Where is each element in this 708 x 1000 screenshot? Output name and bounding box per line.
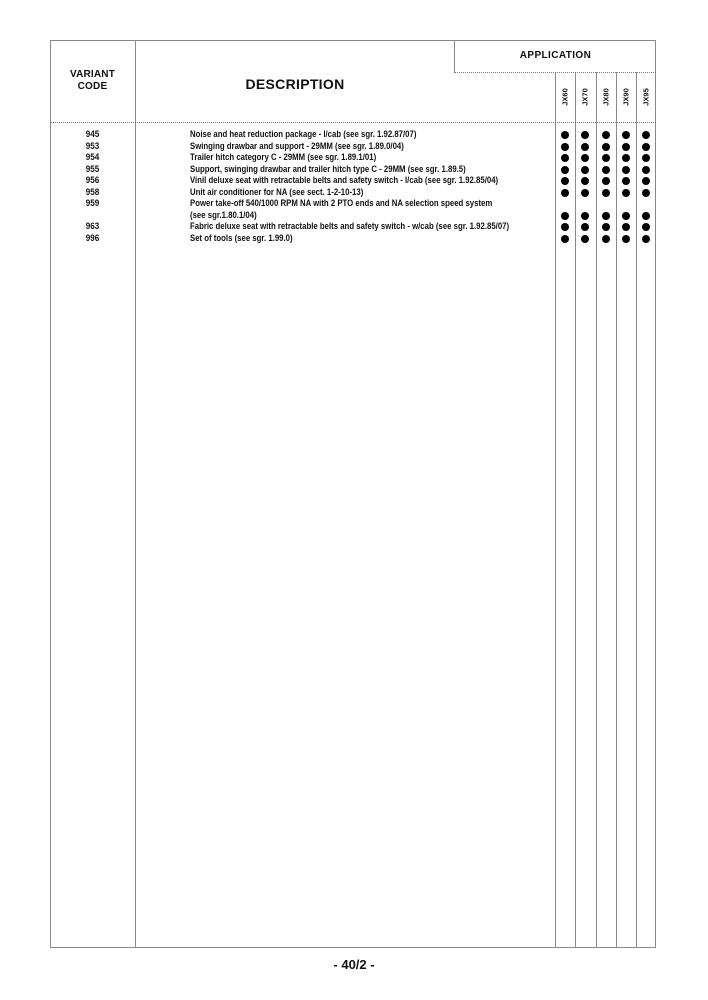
- model-column-divider: [616, 72, 617, 948]
- page-number: - 40/2 -: [333, 957, 375, 972]
- applies-dot-icon: [581, 212, 589, 220]
- application-header: APPLICATION: [519, 50, 592, 61]
- code-column-divider: [135, 40, 136, 948]
- applies-dot-icon: [561, 143, 569, 151]
- variant-description: (see sgr.1.80.1/04): [190, 209, 257, 221]
- variant-code: 954: [85, 152, 100, 163]
- applies-dot-icon: [602, 223, 610, 231]
- description-header: DESCRIPTION: [245, 76, 345, 92]
- applies-dot-icon: [581, 189, 589, 197]
- model-column-divider: [575, 72, 576, 948]
- applies-dot-icon: [642, 131, 650, 139]
- applies-dot-icon: [602, 166, 610, 174]
- variant-code: 996: [85, 232, 100, 244]
- applies-dot-icon: [561, 177, 569, 185]
- applies-dot-icon: [602, 177, 610, 185]
- applies-dot-icon: [642, 235, 650, 243]
- applies-dot-icon: [622, 166, 630, 174]
- applies-dot-icon: [561, 189, 569, 197]
- applies-dot-icon: [602, 235, 610, 243]
- model-column-divider: [636, 72, 637, 948]
- variant-description: Support, swinging drawbar and trailer hitch type C - 29MM (see sgr. 1.89.5): [190, 163, 466, 175]
- variant-description: Noise and heat reduction package - l/cab (see sgr. 1.92.87/07): [190, 129, 417, 140]
- model-label: JX70: [580, 88, 590, 106]
- variant-code: 953: [85, 140, 100, 152]
- applies-dot-icon: [602, 143, 610, 151]
- applies-dot-icon: [642, 189, 650, 197]
- model-header-jx60: [555, 72, 575, 122]
- applies-dot-icon: [642, 154, 650, 162]
- variant-code: 959: [85, 198, 100, 209]
- applies-dot-icon: [581, 223, 589, 231]
- model-column-divider: [596, 72, 597, 948]
- variant-code: 958: [85, 186, 100, 198]
- applies-dot-icon: [622, 212, 630, 220]
- applies-dot-icon: [642, 143, 650, 151]
- applies-dot-icon: [581, 177, 589, 185]
- variant-description: Vinil deluxe seat with retractable belts and safety switch - l/cab (see sgr. 1.92.85/04): [190, 175, 499, 186]
- model-label: JX90: [621, 88, 631, 106]
- variant-code-header-line2: CODE: [77, 81, 108, 92]
- applies-dot-icon: [581, 131, 589, 139]
- applies-dot-icon: [642, 223, 650, 231]
- applies-dot-icon: [581, 166, 589, 174]
- model-header-jx70: [575, 72, 595, 122]
- applies-dot-icon: [581, 154, 589, 162]
- variant-description: Power take-off 540/1000 RPM NA with 2 PTO ends and NA selection speed system: [190, 198, 493, 209]
- applies-dot-icon: [622, 235, 630, 243]
- model-label: JX60: [560, 88, 570, 106]
- header-bottom-divider: [50, 122, 656, 123]
- applies-dot-icon: [602, 189, 610, 197]
- variant-description: Trailer hitch category C - 29MM (see sgr. 1.89.1/01): [190, 152, 377, 163]
- applies-dot-icon: [622, 223, 630, 231]
- applies-dot-icon: [642, 212, 650, 220]
- model-header-jx90: [616, 72, 636, 122]
- variant-code: 955: [85, 163, 100, 175]
- variant-code: 963: [85, 221, 100, 232]
- variant-description: Fabric deluxe seat with retractable belts and safety switch - w/cab (see sgr. 1.92.85/07): [190, 221, 510, 232]
- applies-dot-icon: [581, 235, 589, 243]
- model-label: JX80: [601, 88, 611, 106]
- variant-code: 956: [85, 175, 100, 186]
- applies-dot-icon: [622, 177, 630, 185]
- model-header-jx95: [636, 72, 656, 122]
- applies-dot-icon: [602, 154, 610, 162]
- variant-code: 945: [85, 129, 100, 140]
- applies-dot-icon: [642, 177, 650, 185]
- applies-dot-icon: [602, 212, 610, 220]
- applies-dot-icon: [561, 212, 569, 220]
- applies-dot-icon: [622, 143, 630, 151]
- applies-dot-icon: [561, 154, 569, 162]
- applies-dot-icon: [581, 143, 589, 151]
- model-header-jx80: [596, 72, 616, 122]
- applies-dot-icon: [622, 189, 630, 197]
- variant-description: Unit air conditioner for NA (see sect. 1-2-10-13): [190, 186, 364, 198]
- applies-dot-icon: [561, 166, 569, 174]
- applies-dot-icon: [622, 131, 630, 139]
- applies-dot-icon: [602, 131, 610, 139]
- applies-dot-icon: [561, 235, 569, 243]
- variant-description: Set of tools (see sgr. 1.99.0): [190, 232, 293, 244]
- applies-dot-icon: [642, 166, 650, 174]
- model-column-divider: [555, 72, 556, 948]
- variant-code-header-line1: VARIANT: [69, 69, 116, 80]
- applies-dot-icon: [561, 223, 569, 231]
- model-label: JX95: [641, 88, 651, 106]
- applies-dot-icon: [622, 154, 630, 162]
- variant-code-header: [50, 69, 135, 93]
- applies-dot-icon: [561, 131, 569, 139]
- variant-description: Swinging drawbar and support - 29MM (see sgr. 1.89.0/04): [190, 140, 404, 152]
